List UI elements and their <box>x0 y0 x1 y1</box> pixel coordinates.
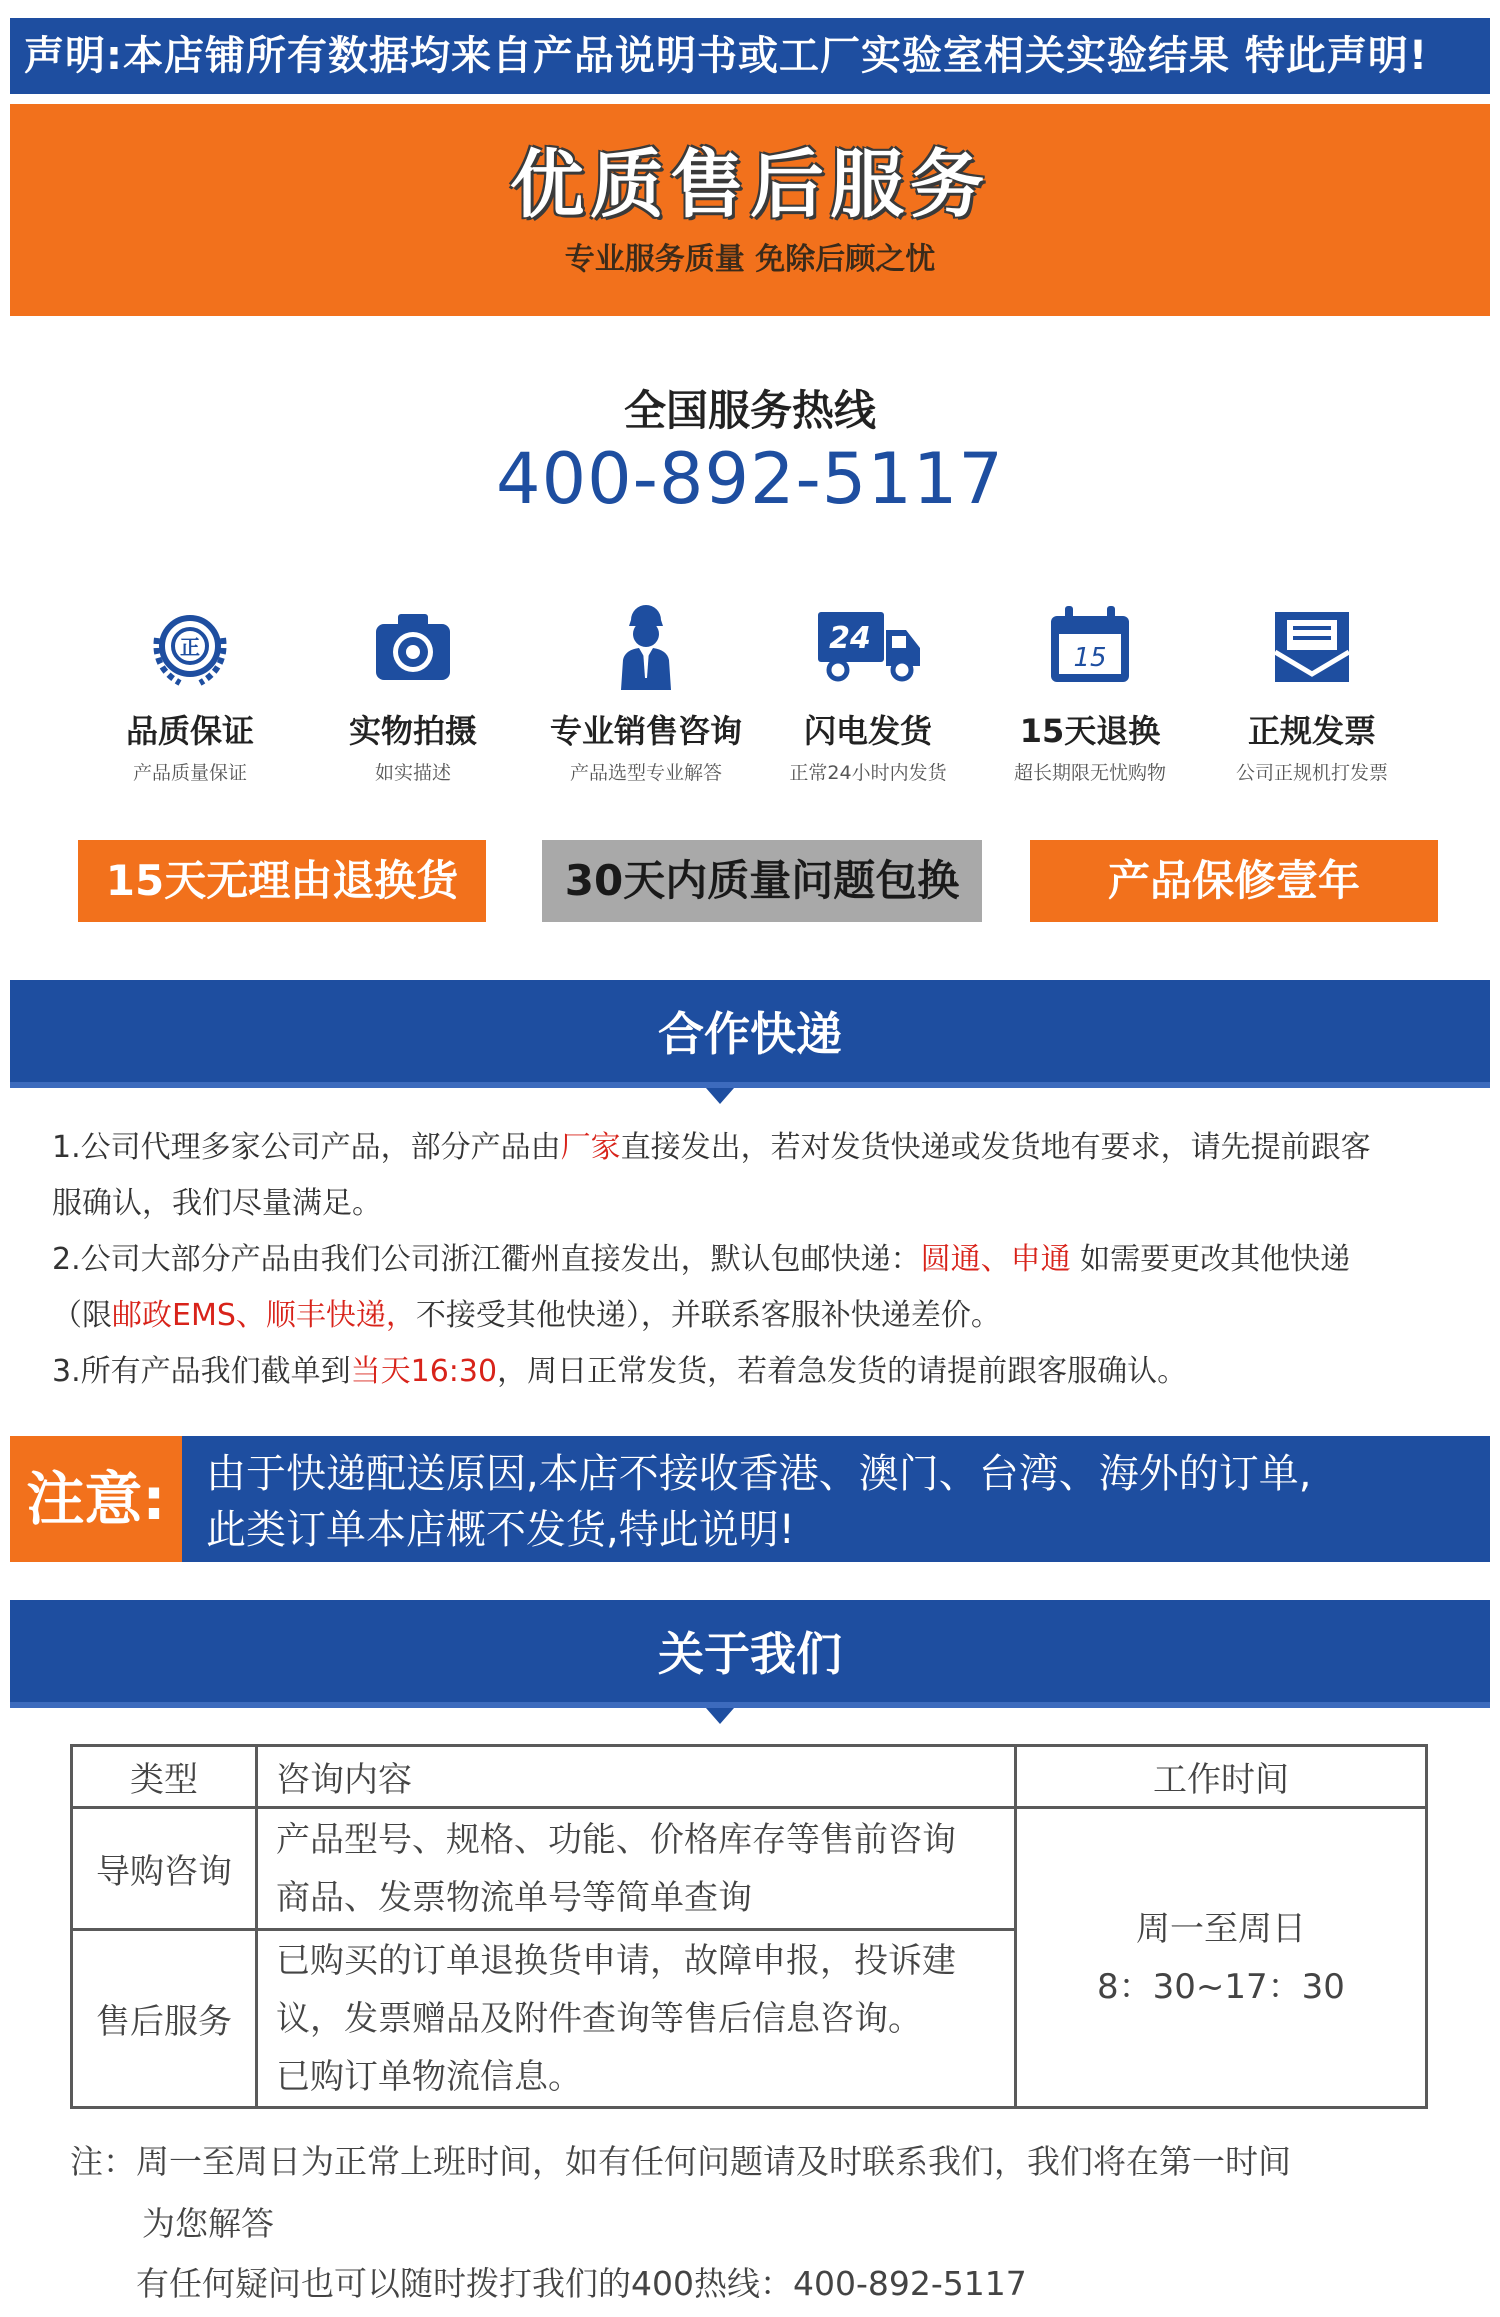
shipping-line-1: 1.公司代理多家公司产品，部分产品由厂家直接发出，若对发货快递或发货地有要求，请先提前跟客 <box>52 1130 1371 1165</box>
table-row <box>72 1808 1427 1930</box>
footnote-hours: 注：周一至周日为正常上班时间，如有任何问题请及时联系我们，我们将在第一时间 <box>70 2142 1291 2181</box>
promo-1-year-warranty[interactable]: 产品保修壹年 <box>1030 840 1438 922</box>
attention-message <box>182 1436 1490 1562</box>
row-type: 导购咨询 <box>72 1808 257 1930</box>
svg-text:正: 正 <box>180 635 200 659</box>
calendar-icon <box>1035 598 1145 698</box>
feature-subtitle: 正常24小时内发货 <box>789 762 947 784</box>
feature-subtitle: 公司正规机打发票 <box>1235 762 1388 784</box>
shipping-line-1b: 服确认，我们尽量满足。 <box>52 1186 382 1221</box>
banner-title: 优质售后服务 <box>510 142 990 228</box>
service-banner <box>10 104 1490 316</box>
section-arrow <box>706 1708 734 1724</box>
row-type: 售后服务 <box>72 1930 257 2108</box>
shipping-line-3: 3.所有产品我们截单到当天16:30，周日正常发货，若着急发货的请提前跟客服确认。 <box>52 1354 1188 1389</box>
attention-label: 注意: <box>10 1436 182 1562</box>
service-table <box>70 1744 1428 2109</box>
promo-30-day-exchange[interactable]: 30天内质量问题包换 <box>542 840 982 922</box>
footnote-hours-cont: 为您解答 <box>142 2204 274 2243</box>
feature-subtitle: 超长期限无忧购物 <box>1013 762 1166 784</box>
feature-title: 闪电发货 <box>803 712 932 750</box>
promo-15-day-return[interactable]: 15天无理由退换货 <box>78 840 486 922</box>
feature-subtitle: 产品选型专业解答 <box>569 762 722 784</box>
shipping-info <box>52 1120 1472 1400</box>
feature-subtitle: 产品质量保证 <box>132 762 247 784</box>
feature-fast-shipping <box>758 598 978 785</box>
section-arrow <box>706 1088 734 1104</box>
section-header-about: 关于我们 <box>10 1600 1490 1708</box>
shipping-line-2b: （限邮政EMS、顺丰快递，不接受其他快递），并联系客服补快递差价。 <box>52 1298 1001 1333</box>
attention-line-1: 由于快递配送原因,本店不接收香港、澳门、台湾、海外的订单, <box>206 1451 1312 1497</box>
feature-quality <box>80 598 300 785</box>
header-type: 类型 <box>72 1746 257 1808</box>
working-hours: 周一至周日 8：30~17：30 <box>1016 1808 1427 2108</box>
banner-subtitle: 专业服务质量 免除后顾之忧 <box>564 242 936 277</box>
camera-icon <box>358 598 468 698</box>
row-content: 已购买的订单退换货申请，故障申报，投诉建 议，发票赠品及附件查询等售后信息咨询。 已购订单物流信息。 <box>257 1930 1016 2108</box>
feature-consult <box>536 598 756 785</box>
attention-line-2: 此类订单本店概不发货,特此说明! <box>206 1507 795 1553</box>
feature-return <box>980 598 1200 785</box>
delivery-truck-icon <box>808 598 928 698</box>
header-hours: 工作时间 <box>1016 1746 1427 1808</box>
feature-subtitle: 如实描述 <box>374 762 451 784</box>
table-header-row <box>72 1746 1427 1808</box>
feature-title: 15天退换 <box>1019 712 1161 750</box>
svg-text:24: 24 <box>829 621 871 656</box>
hotline-label: 全国服务热线 <box>623 386 876 435</box>
quality-seal-icon <box>135 598 245 698</box>
hotline-number[interactable]: 400-892-5117 <box>496 438 1004 520</box>
section-header-shipping: 合作快递 <box>10 980 1490 1088</box>
svg-text:15: 15 <box>1073 643 1107 673</box>
service-agent-icon <box>591 598 701 698</box>
feature-invoice <box>1202 598 1422 785</box>
row-content: 产品型号、规格、功能、价格库存等售前咨询 商品、发票物流单号等简单查询 <box>257 1808 1016 1930</box>
feature-photo <box>303 598 523 785</box>
header-content: 咨询内容 <box>257 1746 1016 1808</box>
footnote-hotline: 有任何疑问也可以随时拨打我们的400热线：400-892-5117 <box>136 2264 1027 2303</box>
feature-title: 实物拍摄 <box>348 712 477 750</box>
shipping-line-2: 2.公司大部分产品由我们公司浙江衢州直接发出，默认包邮快递：圆通、申通 如需要更改其他快递 <box>52 1242 1351 1277</box>
feature-title: 专业销售咨询 <box>549 712 742 750</box>
feature-title: 正规发票 <box>1247 712 1376 750</box>
disclaimer-notice: 声明:本店铺所有数据均来自产品说明书或工厂实验室相关实验结果 特此声明! <box>10 18 1490 94</box>
feature-title: 品质保证 <box>125 712 254 750</box>
invoice-envelope-icon <box>1257 598 1367 698</box>
